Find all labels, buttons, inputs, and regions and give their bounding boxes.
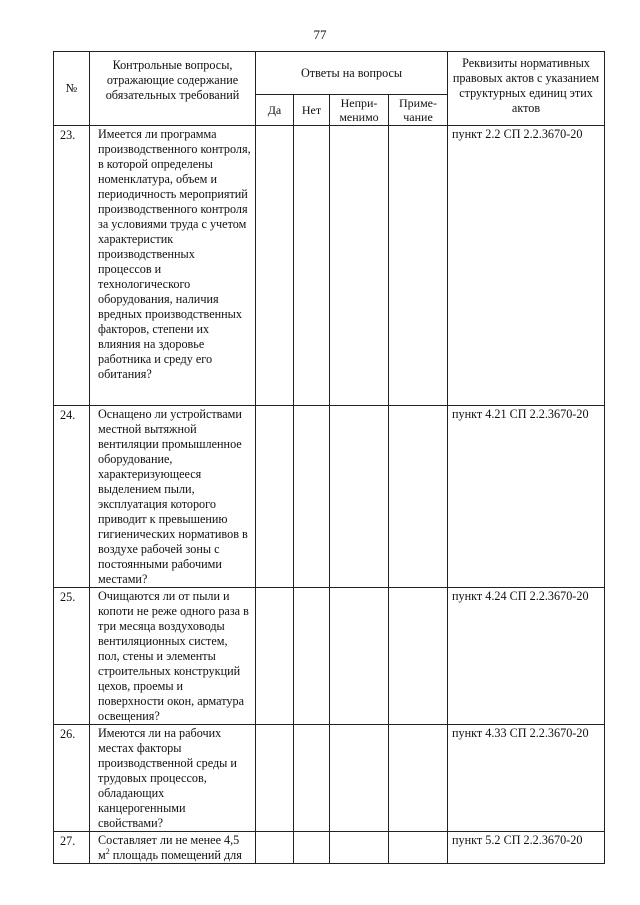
answer-no-cell[interactable]	[294, 126, 330, 406]
row-number: 25.	[54, 588, 90, 725]
answer-yes-cell[interactable]	[256, 406, 294, 588]
row-requisite: пункт 4.21 СП 2.2.3670-20	[448, 406, 605, 588]
header-answers: Ответы на вопросы	[256, 52, 448, 95]
answer-note-cell[interactable]	[389, 832, 448, 864]
answer-not-applicable-cell[interactable]	[330, 126, 389, 406]
answer-note-cell[interactable]	[389, 725, 448, 832]
row-requisite: пункт 4.33 СП 2.2.3670-20	[448, 725, 605, 832]
row-question: Имеются ли на рабочих местах факторы производственной среды и трудовых процессов, обладающих канцерогенными свойствами?	[90, 725, 256, 832]
answer-note-cell[interactable]	[389, 126, 448, 406]
answer-not-applicable-cell[interactable]	[330, 832, 389, 864]
answer-yes-cell[interactable]	[256, 588, 294, 725]
header-not-applicable: Непри-менимо	[330, 95, 389, 126]
page-number: 77	[313, 27, 327, 42]
answer-yes-cell[interactable]	[256, 126, 294, 406]
table-row	[54, 725, 605, 832]
answer-no-cell[interactable]	[294, 406, 330, 588]
row-number: 24.	[54, 406, 90, 588]
row-question: Имеется ли программа производственного контроля, в которой определены номенклатура, объем и периодичность мероприятий производственного контроля за условиями труда с учетом характеристик производственных процессов и технологического оборудования, наличия вредных производственных факторов, степени их влияния на здоровье работника и среду его обитания?	[90, 126, 256, 406]
row-question	[90, 832, 256, 864]
row-number: 23.	[54, 126, 90, 406]
answer-not-applicable-cell[interactable]	[330, 725, 389, 832]
table-header-row	[54, 52, 605, 95]
table-row	[54, 406, 605, 588]
row-question: Очищаются ли от пыли и копоти не реже одного раза в три месяца воздуховоды вентиляционных систем, пол, стены и элементы строительных конструкций цехов, проемы и поверхности окон, арматура освещения?	[90, 588, 256, 725]
answer-note-cell[interactable]	[389, 406, 448, 588]
answer-yes-cell[interactable]	[256, 832, 294, 864]
question-text-end: площадь помещений для	[109, 848, 242, 862]
header-requisites: Реквизиты нормативных правовых актов с указанием структурных единиц этих актов	[448, 52, 605, 126]
row-requisite: пункт 2.2 СП 2.2.3670-20	[448, 126, 605, 406]
answer-not-applicable-cell[interactable]	[330, 406, 389, 588]
header-yes: Да	[256, 95, 294, 126]
row-number: 27.	[54, 832, 90, 864]
row-number: 26.	[54, 725, 90, 832]
answer-yes-cell[interactable]	[256, 725, 294, 832]
table-row	[54, 126, 605, 406]
answer-no-cell[interactable]	[294, 588, 330, 725]
header-note: Приме-чание	[389, 95, 448, 126]
header-no: Нет	[294, 95, 330, 126]
question-text-start: Составляет ли не менее 4,5 м	[98, 833, 240, 862]
table-row	[54, 832, 605, 864]
row-requisite: пункт 4.24 СП 2.2.3670-20	[448, 588, 605, 725]
answer-no-cell[interactable]	[294, 832, 330, 864]
checklist-table	[53, 51, 605, 864]
row-question: Оснащено ли устройствами местной вытяжной вентиляции промышленное оборудование, характеризующееся выделением пыли, эксплуатация которого приводит к превышению гигиенических нормативов в воздухе рабочей зоны с постоянными рабочими местами?	[90, 406, 256, 588]
answer-not-applicable-cell[interactable]	[330, 588, 389, 725]
superscript-two: 2	[105, 846, 110, 856]
answer-note-cell[interactable]	[389, 588, 448, 725]
header-number: №	[54, 52, 90, 126]
table-row	[54, 588, 605, 725]
header-questions: Контрольные вопросы, отражающие содержание обязательных требований	[90, 52, 256, 126]
answer-no-cell[interactable]	[294, 725, 330, 832]
row-requisite: пункт 5.2 СП 2.2.3670-20	[448, 832, 605, 864]
